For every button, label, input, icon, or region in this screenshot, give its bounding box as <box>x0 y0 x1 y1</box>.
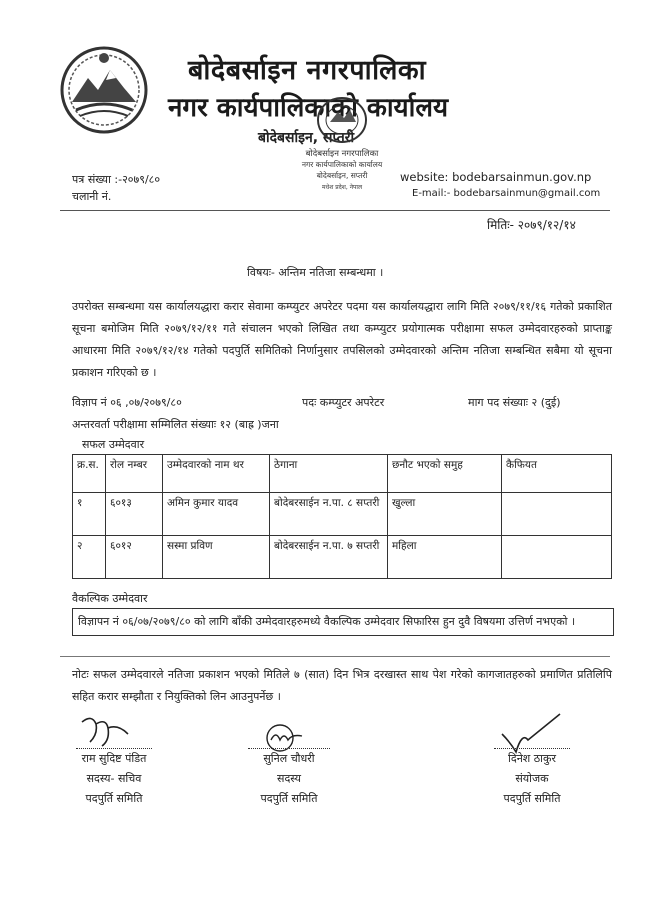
stamp-line2: नगर कार्यपालिकाको कार्यालय <box>301 160 383 169</box>
cell-address: बोदेबरसाईन न.पा. ८ सप्तरी <box>270 493 388 536</box>
signatory-2-name: सुनिल चौधरी <box>263 752 315 765</box>
municipality-name: बोदेबर्साइन नगरपालिका <box>188 55 427 86</box>
table-row <box>73 493 612 536</box>
cell-serial: १ <box>73 493 106 536</box>
table-row <box>73 536 612 579</box>
successful-candidates-table <box>72 454 612 579</box>
cell-remarks <box>502 536 612 579</box>
signatory-1 <box>64 748 164 809</box>
signatory-2-role: सदस्य <box>277 772 301 785</box>
office-stamp <box>292 90 392 202</box>
header-divider <box>60 210 610 211</box>
cell-roll: ६०१३ <box>106 493 163 536</box>
header-serial: क्र.स. <box>73 455 106 493</box>
signatory-3 <box>482 748 582 809</box>
signature-1-icon <box>78 712 138 750</box>
letter-number: पत्र संख्या :-२०७९/८० <box>72 173 161 186</box>
vacancy-notice-number: विज्ञाप नं ०६ ,०७/२०७९/८० <box>72 396 182 409</box>
header-address: ठेगाना <box>270 455 388 493</box>
cell-remarks <box>502 493 612 536</box>
signatory-3-committee: पदपुर्ति समिति <box>503 792 561 805</box>
letter-date: मितिः- २०७९/१२/१४ <box>487 218 576 232</box>
vacancy-demand: माग पद संख्याः २ (दुई) <box>468 396 561 409</box>
alternate-text: विज्ञापन नं ०६/०७/२०७९/८० को लागि बाँकी उम्मेदवारहरुमध्ये वैकल्पिक उम्मेदवार सिफारिस हुन दुवै विषयमा उत्तिर्ण नभएको । <box>72 608 614 636</box>
signatory-2 <box>239 748 339 809</box>
header-remarks: कैफियत <box>502 455 612 493</box>
website: website: bodebarsainmun.gov.np <box>400 170 592 184</box>
signatory-3-role: संयोजक <box>515 772 549 785</box>
table-caption: सफल उम्मेदवार <box>82 438 145 451</box>
stamp-line1: बोदेबर्साइन नगरपालिका <box>305 149 379 159</box>
alternate-heading: वैकल्पिक उम्मेदवार <box>72 592 148 605</box>
cell-name: सस्मा प्रविण <box>163 536 270 579</box>
body-paragraph: उपरोक्त सम्बन्धमा यस कार्यालयद्धारा करार सेवामा कम्प्युटर अपरेटर पदमा यस कार्यालयद्धारा लागि मिति २०७९/११/१६ गतेको प्रकाशित सूचना बमोजिम मिति २०७९/१२/११ गते संचालन भएको लिखित तथा कम्प्युटर प्रयोगात्मक परीक्षामा सफल उम्मेदवारहरुको प्राप्ताङ्क आधारमा मिति २०७९/१२/१४ गतेको पदपुर्ति समितिको निर्णानुसार तपसिलको उम्मेदवारको अन्तिम नतिजा सम्बन्धित सबैमा यो सूचना प्रकाशन गरिएको छ । <box>72 300 612 379</box>
subject-line: विषयः- अन्तिम नतिजा सम्बन्धमा । <box>247 266 384 279</box>
cell-roll: ६०१२ <box>106 536 163 579</box>
stamp-line4: मधेश प्रदेश, नेपाल <box>321 184 363 191</box>
table-header-row <box>73 455 612 493</box>
email: E-mail:- bodebarsainmun@gmail.com <box>412 188 601 199</box>
note-paragraph: नोटः सफल उम्मेदवारले नतिजा प्रकाशन भएको मितिले ७ (सात) दिन भित्र दरखास्त साथ पेश गरेको कागजातहरुको प्रमाणित प्रतिलिपि सहित करार सम्झौता र नियुक्तिको लिन आउनुपर्नेछ । <box>72 668 612 703</box>
vacancy-post: पदः कम्प्युटर अपरेटर <box>302 396 385 409</box>
office-name: नगर कार्यपालिकाको कार्यालय <box>168 93 449 123</box>
signatory-1-role: सदस्य- सचिव <box>86 772 142 785</box>
cell-name: अमिन कुमार यादव <box>163 493 270 536</box>
cell-address: बोदेबरसाईन न.पा. ७ सप्तरी <box>270 536 388 579</box>
interview-count: अन्तरवर्ता परीक्षामा सम्मिलित संख्याः १२ (बाह्र )जना <box>72 418 279 431</box>
header-group: छनौट भएको समुह <box>388 455 502 493</box>
cell-serial: २ <box>73 536 106 579</box>
cell-group: महिला <box>388 536 502 579</box>
header-name: उम्मेदवारको नाम थर <box>163 455 270 493</box>
signatory-3-name: दिनेश ठाकुर <box>508 752 556 765</box>
stamp-line3: बोदेबर्साइन, सप्तरी <box>316 171 368 180</box>
signatory-1-committee: पदपुर्ति समिति <box>85 792 143 805</box>
office-address: बोदेबर्साइन, सप्तरी <box>258 130 355 146</box>
municipality-emblem-icon <box>58 44 150 136</box>
note-divider <box>60 656 610 657</box>
header-roll: रोल नम्बर <box>106 455 163 493</box>
signatory-1-name: राम सुदिष्ट पंडित <box>81 752 147 765</box>
signatory-2-committee: पदपुर्ति समिति <box>260 792 318 805</box>
cell-group: खुल्ला <box>388 493 502 536</box>
dispatch-number: चलानी नं. <box>72 190 112 203</box>
